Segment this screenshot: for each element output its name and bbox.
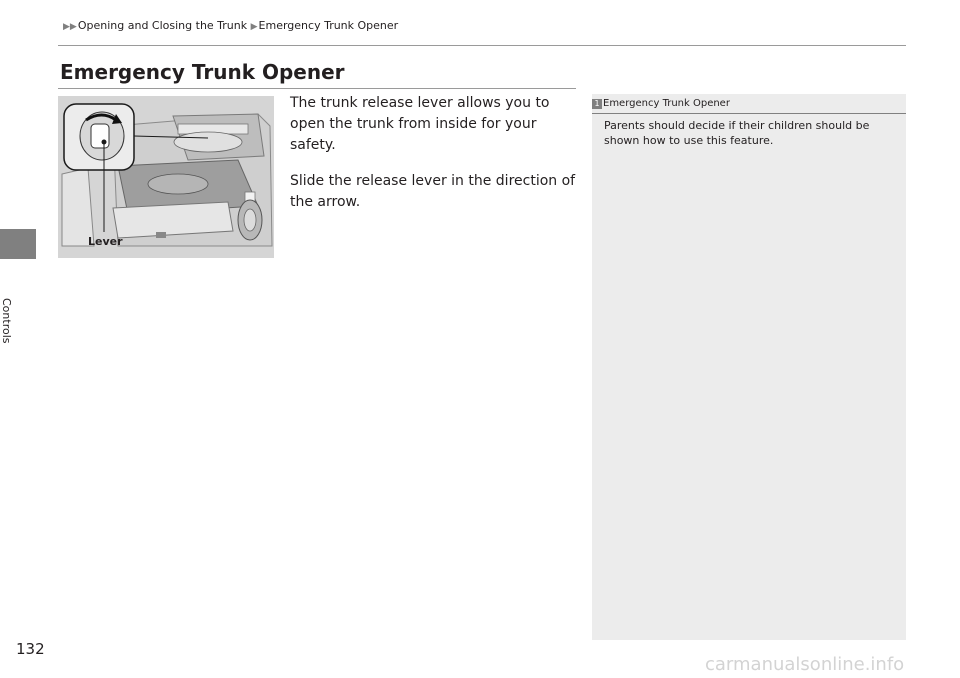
breadcrumb-item: Opening and Closing the Trunk	[77, 19, 248, 32]
body-paragraph: The trunk release lever allows you to open the trunk from inside for your safety.	[290, 95, 550, 153]
side-note-text: Parents should decide if their children should be shown how to use this feature.	[604, 119, 870, 147]
side-note	[592, 94, 906, 640]
side-note-divider	[592, 113, 906, 114]
figure-callout-label: Lever	[88, 235, 123, 248]
side-note-title: Emergency Trunk Opener	[603, 98, 730, 109]
footer-watermark: carmanualsonline.info	[705, 654, 905, 675]
body-text	[290, 93, 580, 228]
note-marker-icon: 1	[592, 99, 602, 109]
breadcrumb	[63, 19, 398, 32]
page-number: 132	[16, 640, 45, 658]
section-tab	[0, 229, 36, 259]
breadcrumb-item: Emergency Trunk Opener	[258, 19, 399, 32]
breadcrumb-arrow-icon: ▶	[250, 22, 258, 32]
side-note-heading	[592, 98, 906, 109]
header-divider	[58, 45, 906, 46]
body-paragraph: Slide the release lever in the direction of the arrow.	[290, 173, 576, 210]
trunk-lever-illustration	[58, 96, 274, 258]
breadcrumb-arrow-icon: ▶▶	[63, 22, 77, 32]
section-tab-label: Controls	[0, 298, 13, 344]
page-title: Emergency Trunk Opener	[60, 60, 345, 84]
title-divider	[58, 88, 576, 89]
